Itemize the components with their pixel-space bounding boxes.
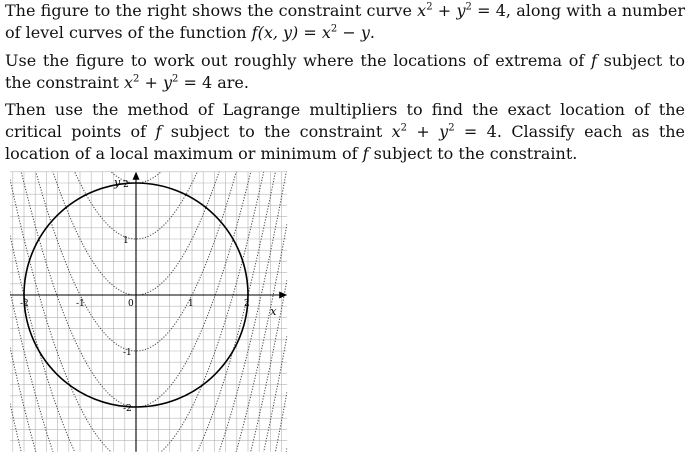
function-f: f(x, y)	[251, 23, 299, 42]
exp-2: 2	[426, 1, 433, 13]
x-tick-label: 0	[128, 299, 134, 309]
eq-x: x	[417, 1, 427, 20]
estimate-paragraph: Use the figure to work out roughly where the locations of extrema of f subject to the constraint $x^2 + y^2 = 4$ are.	[5, 51, 685, 92]
y-tick-label: 1	[123, 236, 129, 246]
x-tick-label: -2	[20, 299, 29, 309]
x-tick-label: 1	[188, 299, 194, 309]
level-curve	[10, 335, 287, 472]
level-curve	[10, 447, 287, 472]
x-axis-label: x	[270, 305, 277, 318]
lagrange-paragraph: Then use the method of Lagrange multipliers to find the exact location of the critical points of f subject to the constraint $x^2 + y^2 = 4$. Classify each as the location of a local maximum or minimum of f subject to the constraint.	[5, 100, 686, 163]
level-curve	[10, 170, 287, 351]
eq-y: y	[456, 1, 466, 20]
intro-paragraph: The figure to the right shows the constraint curve $x^2 + y^2 = 4$, along with a number of level curves of the function f(x, $y) = x^2 - y$.	[5, 1, 686, 42]
level-curve	[10, 223, 287, 472]
y-axis-arrow	[133, 172, 140, 180]
y-tick-label: -2	[123, 404, 132, 414]
x-tick-label: 2	[244, 299, 250, 309]
y-tick-label: 2	[123, 180, 129, 190]
level-curve	[10, 391, 287, 472]
y-axis-label: y	[114, 175, 121, 189]
level-curve-figure	[0, 170, 300, 472]
y-tick-label: -1	[123, 348, 132, 358]
exp-2: 2	[465, 1, 472, 13]
x-tick-label: -1	[76, 299, 85, 309]
